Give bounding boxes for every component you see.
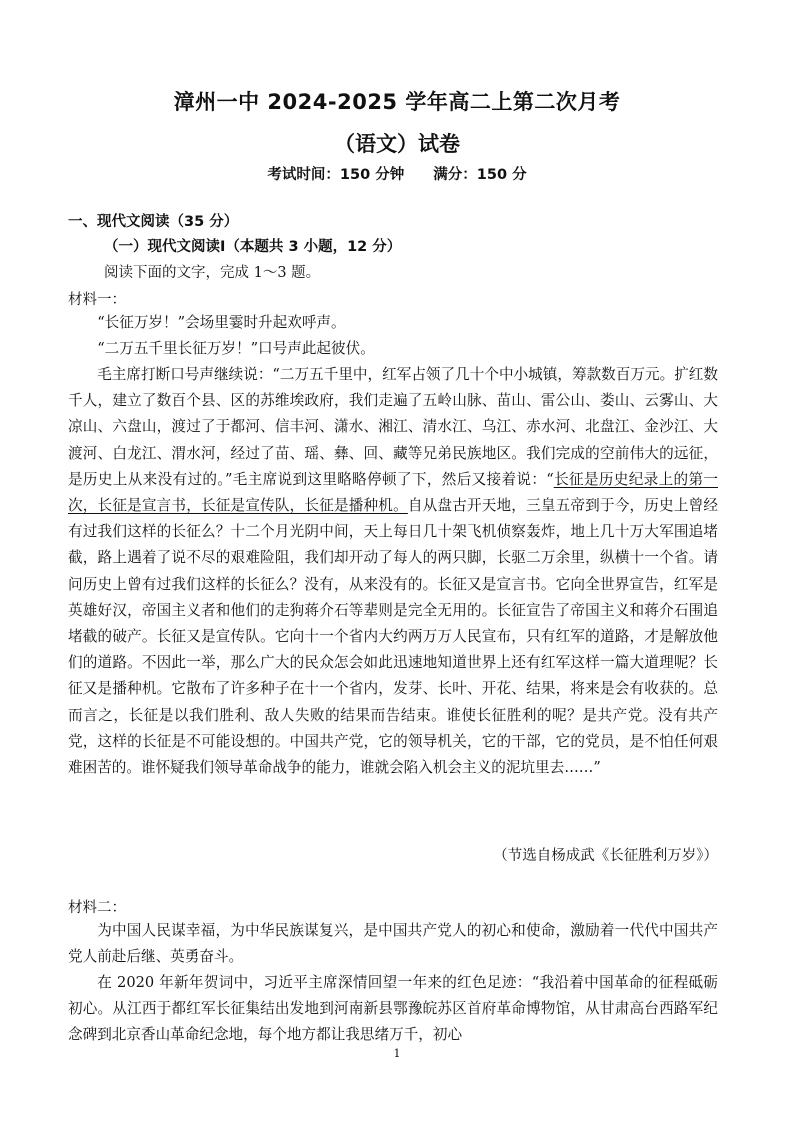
exam-info xyxy=(0,163,794,184)
page-number: 1 xyxy=(393,1047,401,1060)
material-two-paragraph-2: 在 2020 年新年贺词中，习近平主席深情回望一年来的红色足迹：“我沿着中国革命的征程砥砺初心。从江西于都红军长征集结出发地到河南新县鄂豫皖苏区首府革命博物馆，从甘肃高台西路军纪念碑到北京香山革命纪念地，每个地方都让我思绪万千，初心 xyxy=(68,974,718,1044)
reading-instruction: 阅读下面的文字，完成 1～3 题。 xyxy=(104,265,321,281)
underlined-quote: 长征是历史纪录上的第一次，长征是宣言书，长征是宣传队，长征是播种机。 xyxy=(68,470,718,515)
material-two-label: 材料二： xyxy=(68,900,126,916)
paragraph-text: 毛主席打断口号声继续说：“二万五千里中，红军占领了几十个中小城镇，筹款数百万元。扩红数千人，建立了数百个县、区的苏维埃政府，我们走遍了五岭山脉、苗山、雷公山、娄山、云雾山、大凉山、六盘山，渡过了于都河、信丰河、潇水、湘江、清水江、乌江、赤水河、北盘江、金沙江、大渡河、白龙江、渭水河，经过了苗、瑶、彝、回、藏等兄弟民族地区。我们完成的空前伟大的远征，是历史上从来没有过的。”毛主席说到这里略略停顿了下，然后又接着说：“ xyxy=(68,366,718,488)
material-one-paragraph-1: “长征万岁！”会场里霎时升起欢呼声。 xyxy=(97,314,346,331)
paragraph-text: 自从盘古开天地，三皇五帝到于今，历史上曾经有过我们这样的长征么？十二个月光阴中间，天上每日几十架飞机侦察轰炸，地上几十万大军围追堵截，路上遇着了说不尽的艰难险阻，我们却开动了每人的两只脚，长驱二万余里，纵横十一个省。请问历史上曾有过我们这样的长征么？没有，从来没有的。长征又是宣言书。它向全世界宣告，红军是英雄好汉，帝国主义者和他们的走狗蒋介石等辈则是完全无用的。长征宣告了帝国主义和蒋介石围追堵截的破产。长征又是宣传队。它向十一个省内大约两万万人民宣布，只有红军的道路，才是解放他们的道路。不因此一举，那么广大的民众怎会如此迅速地知道世界上还有红军这样一篇大道理呢？长征又是播种机。它散布了许多种子在十一个省内，发芽、长叶、开花、结果，将来是会有收获的。总而言之，长征是以我们胜利、敌人失败的结果而告结束。谁使长征胜利的呢？是共产党。没有共产党，这样的长征是不可能设想的。中国共产党，它的领导机关，它的干部，它的党员，是不怕任何艰难困苦的。谁怀疑我们领导革命战争的能力，谁就会陷入机会主义的泥坑里去……” xyxy=(68,497,718,777)
source-citation: （节选自杨成武《长征胜利万岁》） xyxy=(493,848,718,864)
exam-score: 满分：150 分 xyxy=(433,167,527,183)
material-two-paragraph-1: 为中国人民谋幸福，为中华民族谋复兴，是中国共产党人的初心和使命，激励着一代代中国共产党人前赴后继、英勇奋斗。 xyxy=(68,922,718,966)
section-heading: 一、现代文阅读（35 分） xyxy=(68,214,239,230)
exam-title: 漳州一中 2024-2025 学年高二上第二次月考 xyxy=(173,90,621,114)
material-one-label: 材料一： xyxy=(68,292,126,308)
exam-time: 考试时间：150 分钟 xyxy=(267,167,405,183)
material-one-paragraph-2: “二万五千里长征万岁！”口号声此起彼伏。 xyxy=(97,340,375,357)
subsection-heading: （一）现代文阅读Ⅰ（本题共 3 小题，12 分） xyxy=(104,239,402,255)
exam-subtitle: （语文）试卷 xyxy=(334,132,460,156)
material-one-paragraph-3 xyxy=(68,362,718,781)
